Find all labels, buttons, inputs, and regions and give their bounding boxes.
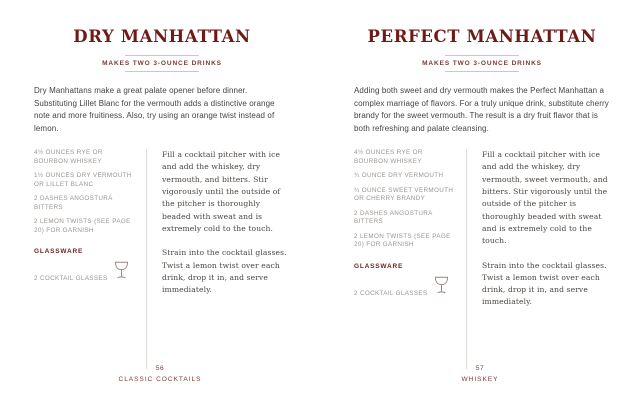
yield-label: MAKES TWO 3-OUNCE DRINKS xyxy=(422,60,542,68)
glassware-value: 2 COCKTAIL GLASSES xyxy=(354,289,428,297)
glassware-value: 2 COCKTAIL GLASSES xyxy=(34,275,108,283)
ingredients-column xyxy=(354,149,466,369)
yield-block xyxy=(354,55,610,72)
ingredient-item: ¾ OUNCE DRY VERMOUTH xyxy=(354,172,444,180)
intro-paragraph: Adding both sweet and dry vermouth makes the Perfect Manhattan a complex marriage of flavors. For a truly unique drink, substitute cherry brandy for the sweet vermouth. The result is a dry fruit flavor that is both refreshing and palate cleansing. xyxy=(354,86,609,133)
ingredient-item: 2 LEMON TWISTS (SEE PAGE 20) FOR GARNISH xyxy=(34,218,131,234)
rule-divider xyxy=(125,55,199,56)
method-paragraph: Strain into the cocktail glasses. Twist a lemon twist over each drink, drop it in, and serve immediately. xyxy=(162,248,287,295)
glassware-heading: GLASSWARE xyxy=(354,262,404,270)
glassware-row xyxy=(354,275,458,300)
ingredient-item: 2 LEMON TWISTS (SEE PAGE 20) FOR GARNISH xyxy=(354,232,451,249)
page-footer xyxy=(0,365,320,407)
page-number: 56 xyxy=(155,365,165,372)
ingredient-item: 2 DASHES ANGOSTURA BITTERS xyxy=(34,195,113,211)
page-right xyxy=(320,0,640,407)
method-column xyxy=(146,149,290,369)
coupe-glass-icon xyxy=(113,260,130,285)
recipe-columns xyxy=(354,149,610,369)
page-footer xyxy=(320,365,640,407)
footer-section-label: CLASSIC COCKTAILS xyxy=(118,376,202,383)
ingredient-item: 4½ OUNCES RYE OR BOURBON WHISKEY xyxy=(354,149,423,165)
recipe-title: DRY MANHATTAN xyxy=(73,27,251,46)
recipe-columns xyxy=(34,149,290,369)
coupe-glass-icon xyxy=(433,275,450,300)
ingredient-item: 2 DASHES ANGOSTURA BITTERS xyxy=(354,209,433,226)
ingredient-item: ¾ OUNCE SWEET VERMOUTH OR CHERRY BRANDY xyxy=(354,186,454,203)
ingredients-column xyxy=(34,149,146,369)
glassware-block xyxy=(34,248,138,285)
ingredient-item: 4½ OUNCES RYE OR BOURBON WHISKEY xyxy=(34,149,103,165)
rule-divider xyxy=(445,71,519,72)
yield-label: MAKES TWO 3-OUNCE DRINKS xyxy=(102,60,222,68)
page-number: 57 xyxy=(475,365,485,372)
rule-divider xyxy=(445,55,519,56)
method-paragraph: Fill a cocktail pitcher with ice and add the whiskey, dry vermouth, and bitters. Stir vigorously until the outside of the pitcher is thoroughly beaded with sweat and is extremely cold to the touch. xyxy=(162,150,281,233)
yield-block xyxy=(34,55,290,72)
glassware-heading: GLASSWARE xyxy=(34,248,84,256)
method-paragraph: Strain into the cocktail glasses. Twist a lemon twist over each drink, drop it in, and serve immediately. xyxy=(482,260,607,307)
ingredient-item: 1½ OUNCES DRY VERMOUTH OR LILLET BLANC xyxy=(34,172,132,188)
glassware-row xyxy=(34,260,138,285)
footer-section-label: WHISKEY xyxy=(461,376,499,383)
recipe-title: PERFECT MANHATTAN xyxy=(367,27,597,46)
method-column xyxy=(466,149,610,369)
intro-paragraph: Dry Manhattans make a great palate opener before dinner. Substituting Lillet Blanc for the vermouth adds a distinctive orange note and more fruitiness. Also, try using an orange twist instead of lemon. xyxy=(34,86,275,133)
glassware-block xyxy=(354,263,458,300)
rule-divider xyxy=(125,71,199,72)
method-paragraph: Fill a cocktail pitcher with ice and add the whiskey, dry vermouth, sweet vermouth, and bitters. Stir vigorously until the outside of the pitcher is thoroughly beaded with sweat and is extremely cold to the touch. xyxy=(482,150,608,246)
